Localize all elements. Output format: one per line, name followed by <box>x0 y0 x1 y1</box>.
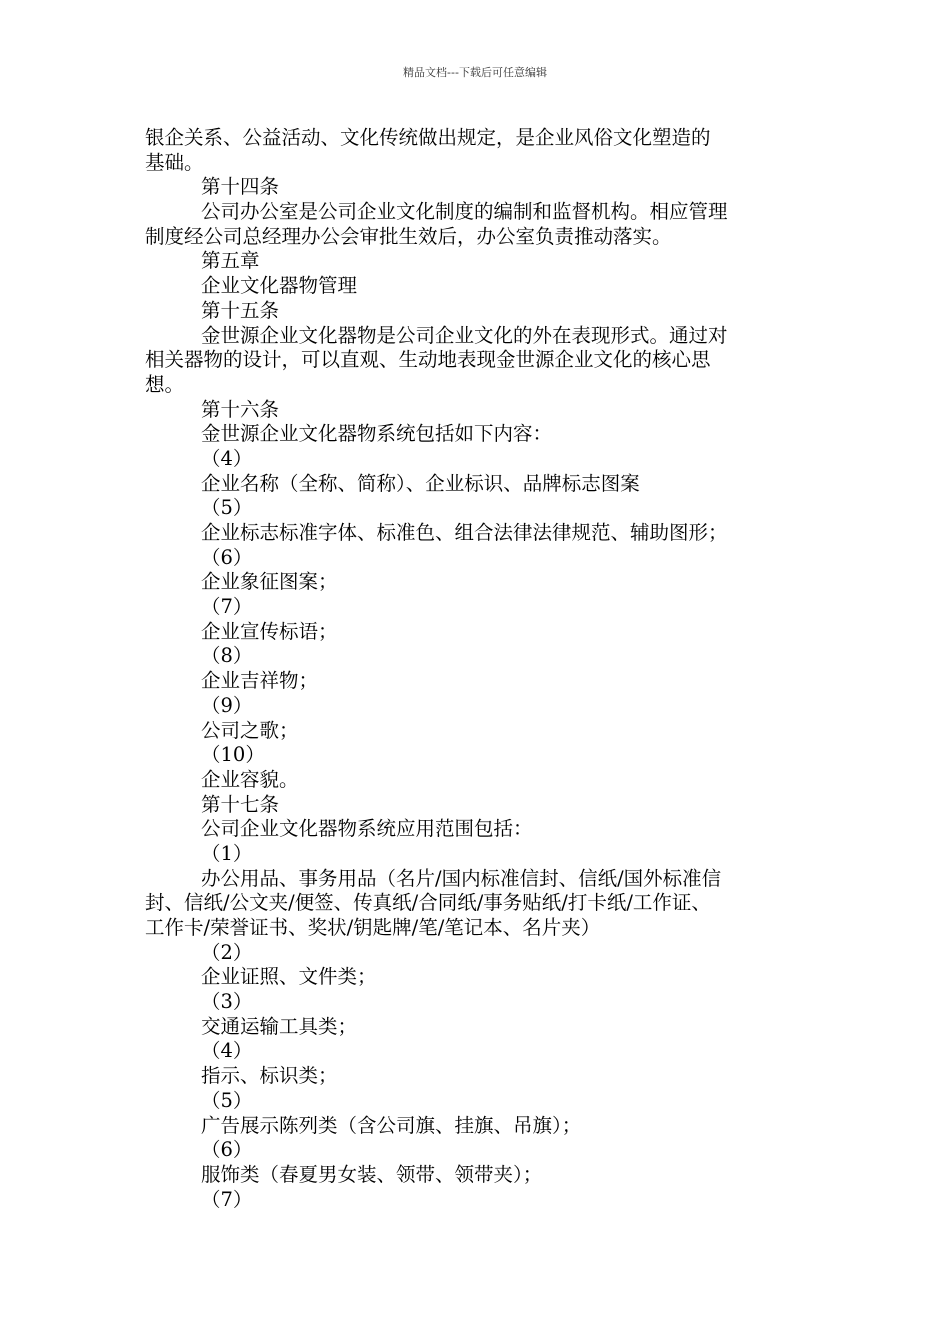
text-line: （10） <box>201 743 265 767</box>
text-line: 基础。 <box>145 150 204 174</box>
text-line: （5） <box>201 1088 253 1112</box>
text-line: 企业标志标准字体、标准色、组合法律法律规范、辅助图形； <box>201 521 728 544</box>
text-line: 企业象征图案； <box>201 570 338 594</box>
text-line: 广告展示陈列类（含公司旗、挂旗、吊旗）； <box>201 1113 582 1137</box>
document-body <box>145 126 810 1212</box>
text-line: 想。 <box>145 372 185 396</box>
text-line: 企业宣传标语； <box>201 619 338 643</box>
text-line: 企业吉祥物； <box>201 669 319 693</box>
text-line: 企业容貌。 <box>201 767 299 791</box>
text-line: 工作卡/荣誉证书、奖状/钥匙牌/笔/笔记本、名片夹） <box>145 916 601 939</box>
text-line: （7） <box>201 595 253 619</box>
text-line: （1） <box>201 841 253 865</box>
text-line: 交通运输工具类； <box>201 1014 358 1038</box>
text-line: （8） <box>201 644 253 668</box>
text-line: 办公用品、事务用品（名片/国内标准信封、信纸/国外标准信 <box>201 866 722 890</box>
text-line: 制度经公司总经理办公会审批生效后，办公室负责推动落实。 <box>145 224 672 248</box>
text-line: （6） <box>201 545 253 569</box>
text-line: 公司企业文化器物系统应用范围包括： <box>201 817 533 841</box>
text-line: 金世源企业文化器物系统包括如下内容： <box>201 422 553 446</box>
text-line: 企业证照、文件类； <box>201 965 377 989</box>
text-line: （9） <box>201 693 253 717</box>
text-line: 第十四条 <box>201 175 280 199</box>
text-line: 公司办公室是公司企业文化制度的编制和监督机构。相应管理 <box>201 200 728 224</box>
text-line: 企业文化器物管理 <box>201 274 358 298</box>
text-line: （2） <box>201 940 253 964</box>
text-line: 金世源企业文化器物是公司企业文化的外在表现形式。通过对 <box>201 323 728 347</box>
text-line: 指示、标识类； <box>201 1064 338 1088</box>
text-line: （4） <box>201 1039 253 1063</box>
text-line: （4） <box>201 446 253 470</box>
text-line: 第五章 <box>201 249 260 273</box>
text-line: （6） <box>201 1138 253 1162</box>
text-line: 第十七条 <box>201 792 280 816</box>
text-line: 服饰类（春夏男女装、领带、领带夹）； <box>201 1162 543 1186</box>
text-line: （7） <box>201 1187 253 1211</box>
page-header: 精品文档---下载后可任意编辑 <box>403 66 547 79</box>
text-line: （3） <box>201 990 253 1014</box>
text-line: （5） <box>201 496 253 520</box>
text-line: 第十六条 <box>201 397 280 421</box>
text-line: 银企关系、公益活动、文化传统做出规定，是企业风俗文化塑造的 <box>145 126 711 149</box>
text-line: 封、信纸/公文夹/便签、传真纸/合同纸/事务贴纸/打卡纸/工作证、 <box>145 891 711 915</box>
text-line: 公司之歌； <box>201 718 299 742</box>
text-line: 企业名称（全称、简称）、企业标识、品牌标志图案 <box>201 471 640 495</box>
text-line: 相关器物的设计，可以直观、生动地表现金世源企业文化的核心思 <box>145 348 711 372</box>
text-line: 第十五条 <box>201 298 280 322</box>
